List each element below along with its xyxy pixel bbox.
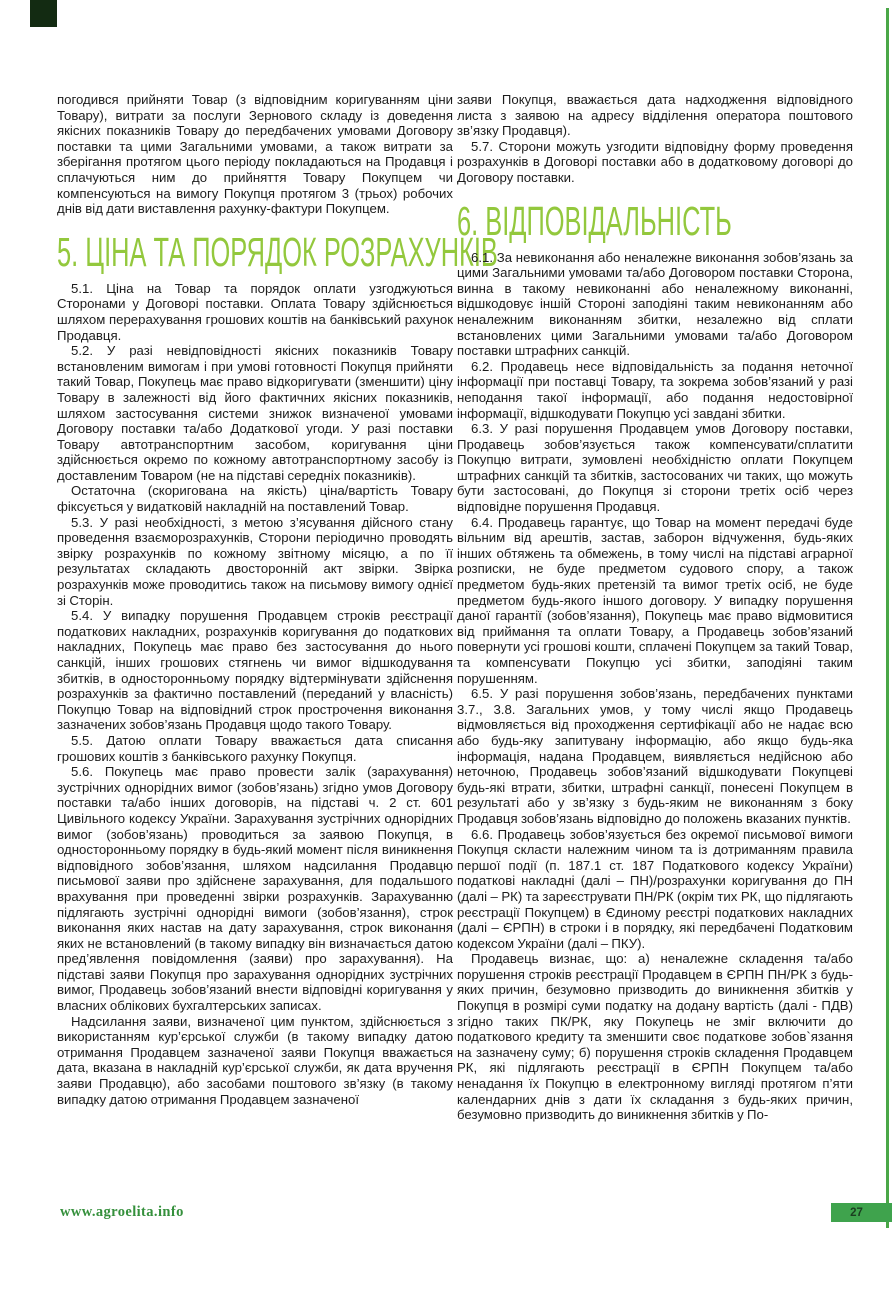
section-6-heading [457, 197, 853, 244]
paragraph-5-4: 5.4. У випадку порушення Продавцем строків реєстрації податкових накладних, розрахунків коригування до податкових накладних, Покупець має право без застосування до нього санкцій, інших грошових стягнень чи вимог відшкодування збитків, в односторонньому порядку відтермінувати здійснення розрахунків за фактично поставлений (переданий у власність) Покупцю Товар на відповідний строк прострочення виконання зазначених зобов’язань Продавця щодо такого Товару. [57, 608, 453, 733]
section-5-heading [57, 228, 498, 275]
paragraph-5-6: 5.6. Покупець має право провести залік (зарахування) зустрічних однорідних вимог (зобов’язань) згідно умов Договору поставки та/або інших договорів, на підставі ч. 2 ст. 601 Цивільного кодексу України. Зарахування зустрічних однорідних вимог (зобов’язань) проводиться за заявою Покупця, в односторонньому порядку в будь-який момент після виникнення відповідного зобов’язання, шляхом надсилання Продавцю письмової заяви про здійснене зарахування, для подальшого врахування при проведенні звірки розрахунків. Зарахуванню підлягають зустрічні однорідні вимоги (зобов’язання), строк виконання яких настав на дату зарахування, строк виконання яких не встановлений (в такому випадку він визначається датою пред’явлення повідомлення (заяви) про зарахування). На підставі заяви Покупця про зарахування однорідних зустрічних вимог, Продавець зобов’язаний внести відповідні коригування у власних облікових бухгалтерських записах. [57, 764, 453, 1014]
paragraph-6-4: 6.4. Продавець гарантує, що Товар на момент передачі буде вільним від арештів, застав, заборон відчуження, будь-яких інших обтяжень та обмежень, в тому числі на підставі аграрної розписки, не буде предметом судового спору, а також предметом будь-яких претензій та вимог третіх осіб, не буде предметом будь-якого іншого договору. У випадку порушення даної гарантії (зобов’язання), Покупець має право відмовитися від приймання та оплати Товару, а Продавець зобов’язаний повернути усі грошові кошти, сплачені Покупцем за такий Товар, та компенсувати Покупцю усі збитки, заподіяні таким порушенням. [457, 514, 853, 686]
paragraph-6-3: 6.3. У разі порушення Продавцем умов Договору поставки, Продавець зобов’язується також компенсувати/сплатити Покупцю витрати, зумовлені необхідністю оплати Покупцем штрафних санкцій та збитків, застосованих чи таких, що можуть бути застосовані, до Покупця зі сторони третіх осіб через відповідне порушення Продавця. [457, 421, 853, 515]
paragraph-5-5: 5.5. Датою оплати Товару вважається дата списання грошових коштів з банківського рахунку Покупця. [57, 732, 453, 764]
right-edge-rule [886, 8, 889, 1228]
paragraph-6-1: 6.1. За невиконання або неналежне виконання зобов’язань за цими Загальними умовами та/або Договором поставки Сторона, винна в такому невиконанні або неналежному виконанні, відшкодовує іншій Стороні заподіяні таким невиконанням або неналежним виконанням збитки, незалежно від сплати встановлених цими Загальними умовами та/або Договором поставки штрафних санкцій. [457, 249, 853, 359]
paragraph-5-2: 5.2. У разі невідповідності якісних показників Товару встановленим вимогам і при умові готовності Покупця прийняти такий Товар, Покупець має право відкоригувати (зменшити) ціну Товару в залежності від його фактичних якісних показників, шляхом застосування системи знижок визначеної умовами Договору поставки та/або Додаткової угоди. У разі поставки Товару автотранспортним засобом, коригування ціни здійснюється окремо по кожному автотранспортному засобу із доставленим Товаром (не на підставі середніх показників). [57, 343, 453, 483]
footer-website-link[interactable]: www.agroelita.info [60, 1204, 184, 1220]
left-column [57, 92, 498, 1107]
paragraph-6-2: 6.2. Продавець несе відповідальність за подання неточної інформації при поставці Товару, та зокрема зобов’язаний у разі неподання такої інформації, або подання недостовірної інформації, відшкодувати Покупцю усі завдані збитки. [457, 358, 853, 421]
paragraph-5-6-notice: Надсилання заяви, визначеної цим пунктом, здійснюється з використанням кур’єрської служби (в такому випадку датою отримання Продавцем зазначеної заяви Покупця вважається дата, вказана в накладній кур’єрської служби, як дата вручення заяви Продавцю), або засобами поштового зв’язку (в такому випадку датою отримання Продавцем зазначеної [57, 1013, 453, 1107]
paragraph-continuation-from-previous-page: погодився прийняти Товар (з відповідним коригуванням ціни Товару), витрати за послуги Зернового складу із доведення якісних показників Товару до передбачених умовами Договору поставки та цими Загальними умовами, а також витрати за зберігання протягом цього періоду покладаються на Продавця і сплачуються ним до прийняття Товару Покупцем чи компенсуються на вимогу Покупця протягом 3 (трьох) робочих днів від дати виставлення рахунку-фактури Покупцем. [57, 92, 453, 217]
corner-decoration-square [30, 0, 57, 27]
paragraph-6-5: 6.5. У разі порушення зобов’язань, передбачених пунктами 3.7., 3.8. Загальних умов, у тому числі якщо Продавець відмовляється від проходження сертифікації або не надає всю або будь-яку запитувану інформацію, або якщо будь-яка інформація, надана Продавцем, виявляється недійсною або неточною, Продавець зобов’язаний відшкодувати Покупцеві будь-які втрати, збитки, штрафні санкції, понесені Покупцем в результаті або у зв’язку з будь-яким не виконанням з боку Продавця зобов’язань відповідно до положень вказаних пунктів. [457, 686, 853, 826]
section-5-heading-text: 5. ЦІНА ТА ПОРЯДОК РОЗРАХУНКІВ [57, 228, 498, 275]
right-column [457, 92, 853, 1123]
paragraph-6-6: 6.6. Продавець зобов’язується без окремої письмової вимоги Покупця скласти належним чином та із дотриманням правила першої події (п. 187.1 ст. 187 Податкового кодексу України) податкові накладні (далі – ПН)/розрахунки коригування до ПН (далі – РК) та зареєструвати ПН/РК (окрім тих РК, що підлягають реєстрації Покупцем) в Єдиному реєстрі податкових накладних (далі – ЄРПН) в строки і в порядку, які передбачені Податковим кодексом України (далі – ПКУ). [457, 826, 853, 951]
paragraph-continuation-from-left-column: заяви Покупця, вважається дата надходження відповідного листа з заявою на адресу відділення оператора поштового зв’язку Продавця). [457, 92, 853, 139]
paragraph-5-7: 5.7. Сторони можуть узгодити відповідну форму проведення розрахунків в Договорі поставки або в додатковому договорі до Договору поставки. [457, 138, 853, 185]
section-6-heading-text: 6. ВІДПОВІДАЛЬНІСТЬ [457, 197, 732, 244]
paragraph-5-2-final-price: Остаточна (скоригована на якість) ціна/вартість Товару фіксується у видатковій накладній на поставлений Товар. [57, 483, 453, 515]
paragraph-6-6-acknowledgement: Продавець визнає, що: а) неналежне складення та/або порушення строків реєстрації Продавцем в ЄРПН ПН/РК з будь-яких причин, безумовно призводить до виникнення збитків у Покупця в розмірі суми податку на додану вартість (далі - ПДВ) згідно таких ПК/РК, яку Покупець не зміг включити до податкового кредиту та зменшити своє податкове зобов`язання на зазначену суму; б) порушення строків складення Продавцем РК, які підлягають реєстрації в ЄРПН Покупцем та/або ненадання їх Покупцю в електронному вигляді протягом п’яти календарних днів з дати їх складання з будь-яких причин, безумовно призводить до виникнення збитків у По- [457, 951, 853, 1123]
page-number-badge [831, 1203, 892, 1222]
page-number: 27 [850, 1206, 863, 1219]
paragraph-5-3: 5.3. У разі необхідності, з метою з’ясування дійсного стану проведення взаєморозрахунків, Сторони періодично проводять звірку розрахунків по кожному звітному місяцю, а по її результатах складають двосторонній акт звірки. Звірка розрахунків може проводитись також на письмову вимогу однієї зі Сторін. [57, 514, 453, 608]
paragraph-5-1: 5.1. Ціна на Товар та порядок оплати узгоджуються Сторонами у Договорі поставки. Оплата Товару здійснюється шляхом перерахування грошових коштів на банківський рахунок Продавця. [57, 280, 453, 343]
